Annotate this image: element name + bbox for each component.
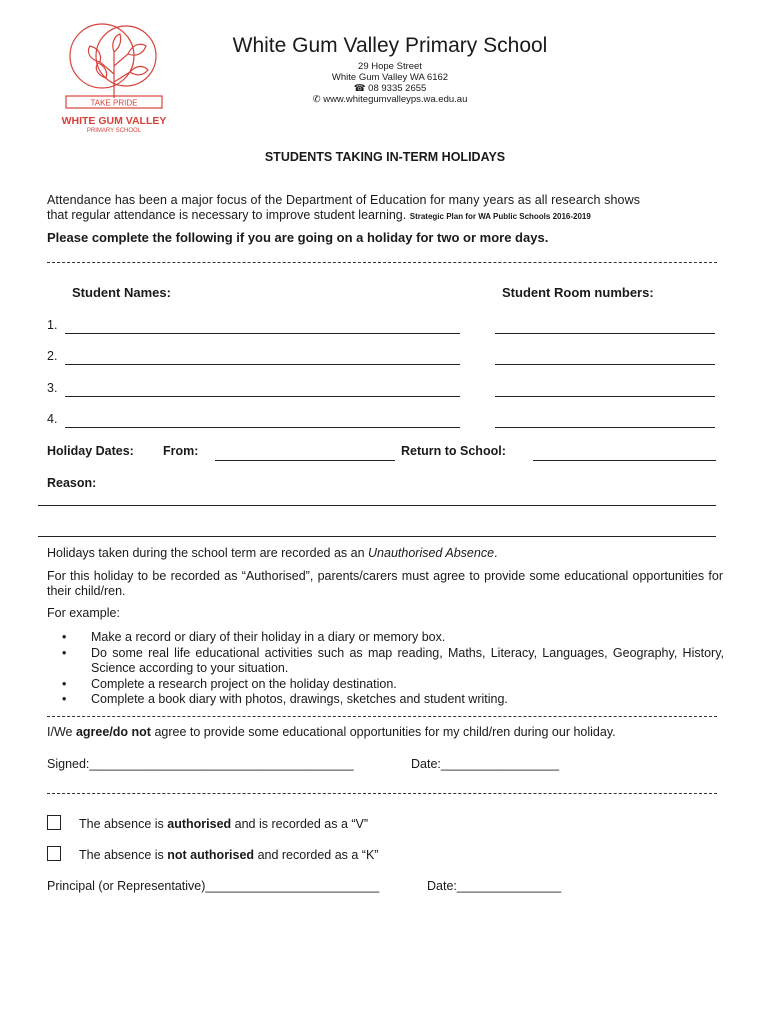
school-street: 29 Hope Street (358, 61, 422, 72)
list-item: • Make a record or diary of their holiday in a diary or memory box. (62, 630, 724, 646)
not-authorised-checkbox[interactable] (47, 846, 61, 861)
student-name-field-1[interactable] (65, 333, 460, 334)
intro-reference: Strategic Plan for WA Public Schools 2016-2019 (409, 212, 591, 221)
holiday-dates-label: Holiday Dates: (47, 444, 134, 458)
not-authorised-option (79, 848, 679, 863)
authorised-text: For this holiday to be recorded as “Authorised”, parents/carers must agree to provide some educational opportunities for their child/ren. (47, 569, 723, 598)
list-item: • Do some real life educational activities such as map reading, Maths, Literacy, Languages, Geography, History, Science according to your situation. (62, 646, 724, 677)
room-number-field-4[interactable] (495, 427, 715, 428)
examples-list (62, 630, 724, 708)
reason-field-2[interactable] (38, 536, 716, 537)
intro-line-2 (47, 208, 723, 224)
student-name-field-4[interactable] (65, 427, 460, 428)
date-field[interactable]: Date:_________________ (411, 757, 560, 771)
authorised-option (79, 817, 679, 832)
intro-line-1: Attendance has been a major focus of the Department of Education for many years as all research shows (47, 193, 641, 207)
school-suburb: White Gum Valley WA 6162 (331, 72, 449, 83)
agreement-text (47, 725, 723, 740)
room-number-field-1[interactable] (495, 333, 715, 334)
authorised-option-bold: authorised (167, 817, 232, 831)
row-number-3: 3. (47, 381, 58, 395)
list-item: • Complete a research project on the holiday destination. (62, 677, 724, 693)
school-website: ✆ www.whitegumvalleyps.wa.edu.au (312, 94, 468, 105)
intro-line-2-text: that regular attendance is necessary to improve student learning. (47, 208, 407, 222)
agreement-suffix: agree to provide some educational opportunities for my child/ren during our holiday. (154, 725, 616, 739)
reason-field-1[interactable] (38, 505, 716, 506)
school-name: White Gum Valley Primary School (232, 34, 548, 57)
form-title: STUDENTS TAKING IN-TERM HOLIDAYS (264, 150, 506, 164)
divider (47, 793, 717, 794)
instruction-text: Please complete the following if you are going on a holiday for two or more days. (47, 230, 549, 245)
return-label: Return to School: (401, 444, 506, 458)
principal-date-field[interactable]: Date:_______________ (427, 879, 562, 893)
room-numbers-label: Student Room numbers: (502, 285, 654, 300)
list-item: • Complete a book diary with photos, drawings, sketches and student writing. (62, 692, 724, 708)
from-date-field[interactable] (215, 460, 395, 461)
from-label: From: (163, 444, 199, 458)
divider (47, 716, 717, 717)
logo-text: WHITE GUM VALLEY (61, 115, 167, 127)
not-authorised-option-bold: not authorised (167, 848, 255, 862)
authorised-option-post: and is recorded as a “V” (234, 817, 369, 831)
signed-field[interactable]: Signed:______________________________________ (47, 757, 354, 771)
room-number-field-2[interactable] (495, 364, 715, 365)
row-number-2: 2. (47, 349, 58, 363)
reason-label: Reason: (47, 476, 97, 490)
not-authorised-option-pre: The absence is (79, 848, 164, 862)
school-logo (44, 12, 184, 134)
logo-subtext: PRIMARY SCHOOL (86, 128, 142, 134)
student-names-label: Student Names: (72, 285, 171, 300)
unauthorised-text: Holidays taken during the school term are recorded as an Unauthorised Absence. (47, 546, 498, 560)
authorised-checkbox[interactable] (47, 815, 61, 830)
student-name-field-3[interactable] (65, 396, 460, 397)
not-authorised-option-post: and recorded as a “K” (257, 848, 379, 862)
return-date-field[interactable] (533, 460, 716, 461)
student-name-field-2[interactable] (65, 364, 460, 365)
row-number-4: 4. (47, 412, 58, 426)
example-label: For example: (47, 606, 120, 620)
school-phone: ☎ 08 9335 2655 (353, 83, 427, 94)
divider (47, 262, 717, 263)
agreement-prefix: I/We (47, 725, 73, 739)
principal-signature-field[interactable]: Principal (or Representative)_________________________ (47, 879, 380, 893)
authorised-option-pre: The absence is (79, 817, 164, 831)
unauthorised-text-main: Holidays taken during the school term are recorded as an (47, 546, 365, 560)
logo-banner-text: TAKE PRIDE (90, 98, 138, 108)
agreement-choice[interactable]: agree/do not (75, 725, 151, 739)
row-number-1: 1. (47, 318, 58, 332)
room-number-field-3[interactable] (495, 396, 715, 397)
unauthorised-text-italic: Unauthorised Absence (368, 546, 495, 560)
